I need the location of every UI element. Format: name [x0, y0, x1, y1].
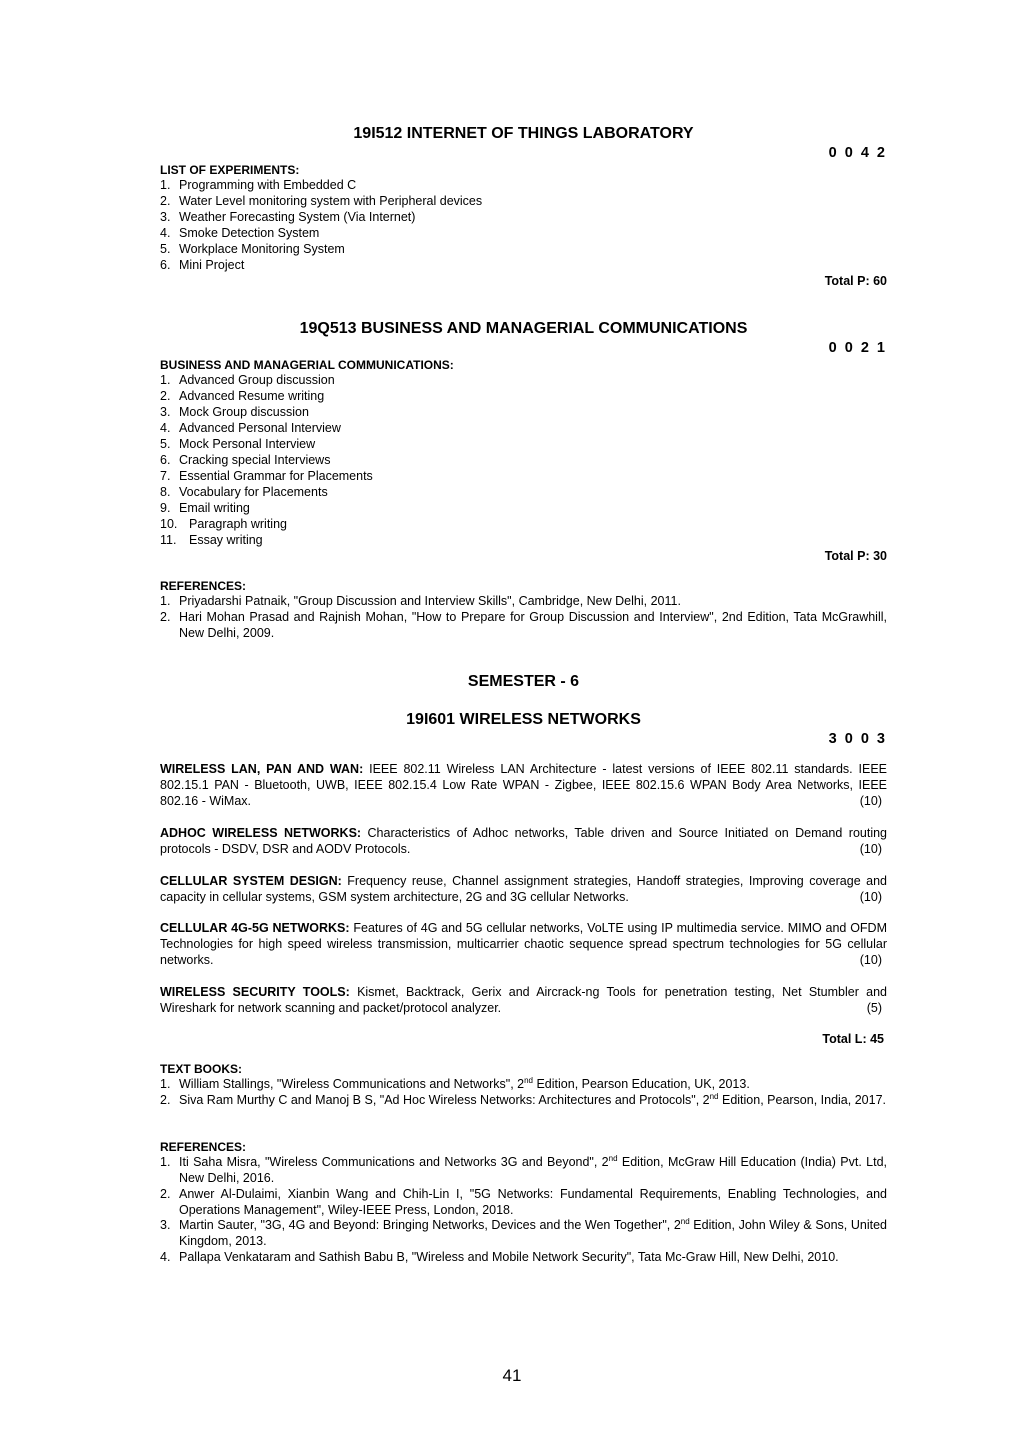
topic-list	[160, 373, 887, 548]
list-item: 11. Essay writing	[160, 532, 263, 547]
total-hours: Total P: 30	[824, 549, 887, 564]
course-title-wireless-networks: 19I601 WIRELESS NETWORKS	[406, 711, 641, 729]
list-item: 9. Email writing	[160, 500, 250, 515]
syllabus-unit: ADHOC WIRELESS NETWORKS: Characteristics of Adhoc networks, Table driven and Source Initiated on Demand routing protocols - DSDV, DSR and AODV Protocols. (10)	[160, 825, 887, 856]
course-title-business-comm: 19Q513 BUSINESS AND MANAGERIAL COMMUNICATIONS	[299, 320, 748, 338]
semester-heading: SEMESTER - 6	[467, 673, 580, 691]
syllabus-unit: CELLULAR 4G-5G NETWORKS: Features of 4G and 5G cellular networks, VoLTE using IP multimedia service. MIMO and OFDM Technologies for high speed wireless transmission, multicarrier chaotic sequence spread spectrum technologies for 5G cellular networks. (10)	[160, 921, 887, 968]
list-item: 2. Advanced Resume writing	[160, 389, 325, 404]
list-item: 4. Pallapa Venkataram and Sathish Babu B, "Wireless and Mobile Network Security", Tata Mc-Graw Hill, New Delhi, 2010.	[160, 1250, 839, 1265]
list-item: 2. Anwer Al-Dulaimi, Xianbin Wang and Chih-Lin I, "5G Networks: Fundamental Requirements, Enabling Technologies, and Operations Management", Wiley-IEEE Press, London, 2018.	[160, 1186, 887, 1217]
references-heading: REFERENCES:	[160, 1139, 247, 1154]
textbooks-heading: TEXT BOOKS:	[160, 1062, 243, 1076]
list-item: 5. Workplace Monitoring System	[160, 241, 345, 256]
page-number: 41	[502, 1366, 522, 1385]
list-item: 6. Cracking special Interviews	[160, 452, 331, 467]
list-item: 2. Water Level monitoring system with Peripheral devices	[160, 193, 483, 208]
list-heading: LIST OF EXPERIMENTS:	[160, 163, 300, 177]
syllabus-unit: WIRELESS LAN, PAN AND WAN: IEEE 802.11 Wireless LAN Architecture - latest versions of IEEE 802.11 standards. IEEE 802.15.1 PAN - Bluetooth, UWB, IEEE 802.15.4 Low Rate WPAN - Zigbee, IEEE 802.15.6 WPAN Body Area Networks, IEEE 802.16 - WiMax. (10)	[160, 762, 887, 808]
list-item: 1. Advanced Group discussion	[160, 373, 335, 388]
syllabus-unit: WIRELESS SECURITY TOOLS: Kismet, Backtrack, Gerix and Aircrack-ng Tools for penetration testing, Net Stumbler and Wireshark for network scanning and packet/protocol analyzer. (5)	[160, 985, 887, 1016]
list-item: 4. Advanced Personal Interview	[160, 421, 341, 436]
list-item: 1. William Stallings, "Wireless Communications and Networks", 2nd Edition, Pearson Education, UK, 2013.	[160, 1075, 750, 1091]
course-credits-iot-lab: 0 0 4 2	[828, 145, 887, 161]
list-heading: BUSINESS AND MANAGERIAL COMMUNICATIONS:	[160, 358, 454, 373]
list-item: 7. Essential Grammar for Placements	[160, 468, 373, 483]
list-item: 3. Mock Group discussion	[160, 405, 309, 420]
reference-list	[160, 1155, 887, 1266]
course-title-iot-lab: 19I512 INTERNET OF THINGS LABORATORY	[353, 125, 694, 142]
course-credits-business-comm: 0 0 2 1	[828, 340, 887, 357]
list-item: 6. Mini Project	[160, 257, 245, 272]
course-credits-wireless-networks: 3 0 0 3	[828, 731, 887, 748]
list-item: 8. Vocabulary for Placements	[160, 484, 328, 499]
list-item: 2. Siva Ram Murthy C and Manoj B S, "Ad Hoc Wireless Networks: Architectures and Protocols", 2nd Edition, Pearson, India, 2017.	[160, 1091, 886, 1107]
list-item: 1. Priyadarshi Patnaik, "Group Discussion and Interview Skills", Cambridge, New Delhi, 2011.	[160, 594, 681, 609]
list-item: 1. Iti Saha Misra, "Wireless Communications and Networks 3G and Beyond", 2nd Edition, McGraw Hill Education (India) Pvt. Ltd, New Delhi, 2016.	[160, 1153, 887, 1185]
list-item: 5. Mock Personal Interview	[160, 437, 316, 452]
textbook-list	[160, 1077, 887, 1109]
references-heading: REFERENCES:	[160, 579, 247, 594]
list-item: 1. Programming with Embedded C	[160, 178, 357, 192]
list-item: 2. Hari Mohan Prasad and Rajnish Mohan, "How to Prepare for Group Discussion and Interview", 2nd Edition, Tata McGrawhill, New Delhi, 2009.	[160, 610, 887, 641]
total-hours: Total L: 45	[822, 1032, 884, 1046]
total-hours: Total P: 60	[824, 274, 887, 289]
list-item: 10. Paragraph writing	[160, 516, 287, 531]
reference-list	[160, 594, 887, 642]
list-item: 3. Weather Forecasting System (Via Internet)	[160, 209, 416, 224]
syllabus-unit: CELLULAR SYSTEM DESIGN: Frequency reuse, Channel assignment strategies, Handoff strategies, Improving coverage and capacity in cellular systems, GSM system architecture, 2G and 3G cellular Networks. (10)	[160, 873, 887, 904]
list-item: 4. Smoke Detection System	[160, 225, 320, 240]
list-item: 3. Martin Sauter, "3G, 4G and Beyond: Bringing Networks, Devices and the Wen Together", 2nd Edition, John Wiley & Sons, United Kingdom, 2013.	[160, 1217, 887, 1249]
experiment-list	[160, 178, 887, 273]
document-page	[160, 0, 887, 1266]
